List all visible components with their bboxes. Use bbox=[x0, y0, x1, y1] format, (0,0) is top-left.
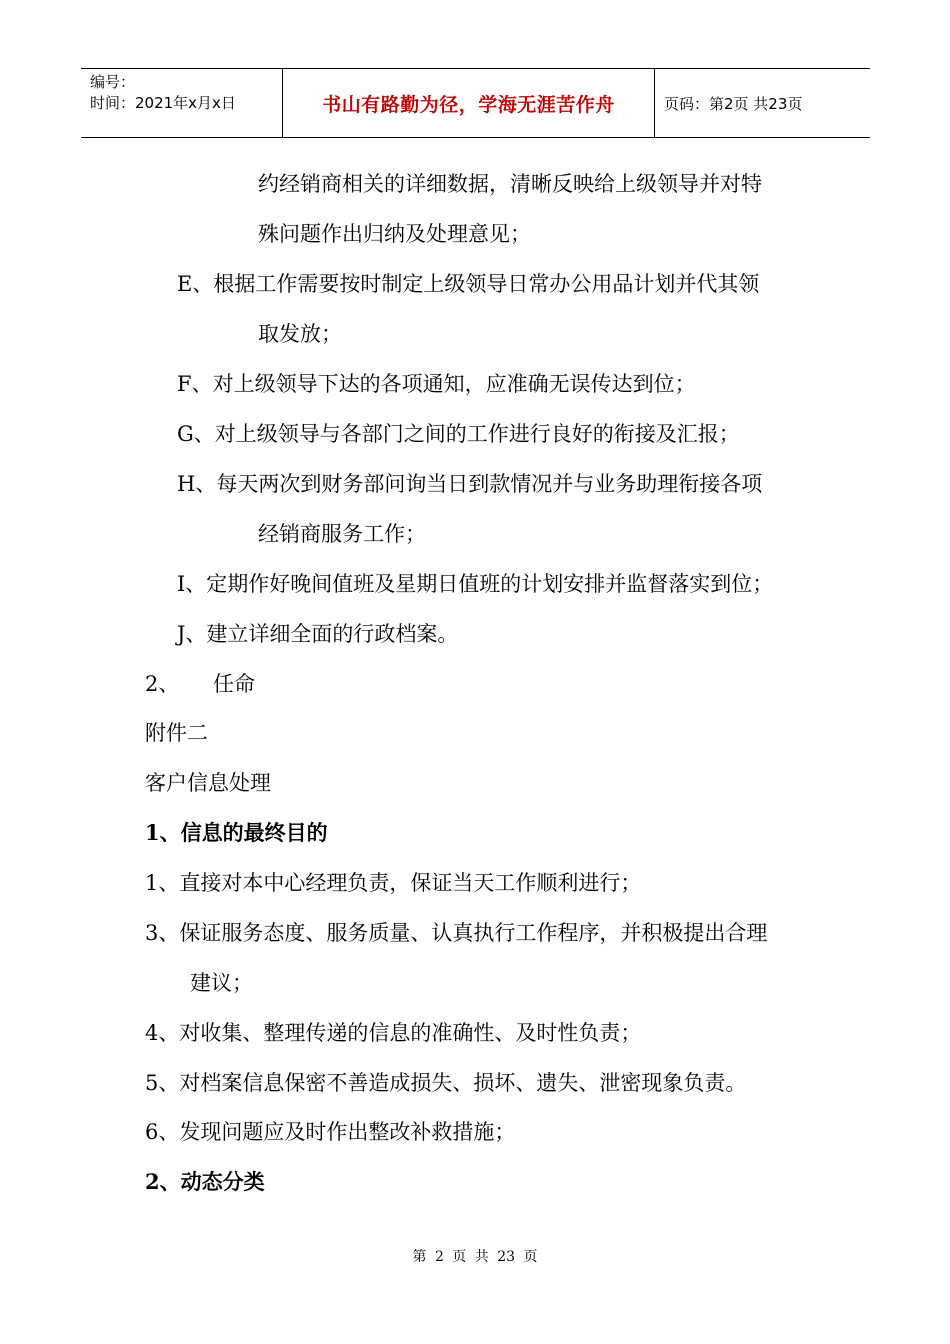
header-page-info bbox=[655, 69, 870, 137]
section-heading-classification: 2、动态分类 bbox=[145, 1169, 265, 1194]
body-line: 取发放； bbox=[258, 322, 342, 346]
list-item-h: H、每天两次到财务部问询当日到款情况并与业务助理衔接各项 bbox=[177, 472, 763, 496]
serial-number-label: 编号： bbox=[90, 73, 136, 91]
appendix-heading: 附件二 bbox=[145, 721, 208, 745]
list-item-g: G、对上级领导与各部门之间的工作进行良好的衔接及汇报； bbox=[177, 422, 740, 446]
page-footer: 第 2 页 共 23 页 bbox=[412, 1249, 538, 1265]
header-meta bbox=[81, 69, 282, 137]
section-title-appointment: 任命 bbox=[213, 672, 255, 696]
section-number: 2、 bbox=[145, 672, 180, 696]
list-item-e: E、根据工作需要按时制定上级领导日常办公用品计划并代其领 bbox=[177, 272, 760, 296]
date-label: 时间：2021年x月x日 bbox=[90, 94, 236, 112]
list-item-4: 4、对收集、整理传递的信息的准确性、及时性负责； bbox=[145, 1021, 642, 1045]
list-item-f: F、对上级领导下达的各项通知，应准确无误传达到位； bbox=[177, 372, 696, 396]
body-line: 建议； bbox=[190, 971, 253, 995]
subject-heading: 客户信息处理 bbox=[145, 771, 271, 795]
section-heading-purpose: 1、信息的最终目的 bbox=[145, 820, 328, 845]
list-item-j: J、建立详细全面的行政档案。 bbox=[177, 622, 459, 646]
list-item-3: 3、保证服务态度、服务质量、认真执行工作程序，并积极提出合理 bbox=[145, 921, 768, 945]
header-motto bbox=[282, 69, 655, 137]
list-item-6: 6、发现问题应及时作出整改补救措施； bbox=[145, 1120, 516, 1144]
list-item-5: 5、对档案信息保密不善造成损失、损坏、遗失、泄密现象负责。 bbox=[145, 1071, 747, 1095]
body-line: 约经销商相关的详细数据，清晰反映给上级领导并对特 bbox=[258, 172, 762, 196]
page-header bbox=[81, 68, 870, 138]
motto-text: 书山有路勤为径，学海无涯苦作舟 bbox=[322, 93, 615, 116]
list-item-1: 1、直接对本中心经理负责，保证当天工作顺利进行； bbox=[145, 871, 642, 895]
list-item-i: I、定期作好晚间值班及星期日值班的计划安排并监督落实到位； bbox=[177, 572, 774, 596]
body-line: 殊问题作出归纳及处理意见； bbox=[258, 222, 531, 246]
page-info-text: 页码：第2页 共23页 bbox=[664, 94, 803, 113]
body-line: 经销商服务工作； bbox=[258, 522, 426, 546]
